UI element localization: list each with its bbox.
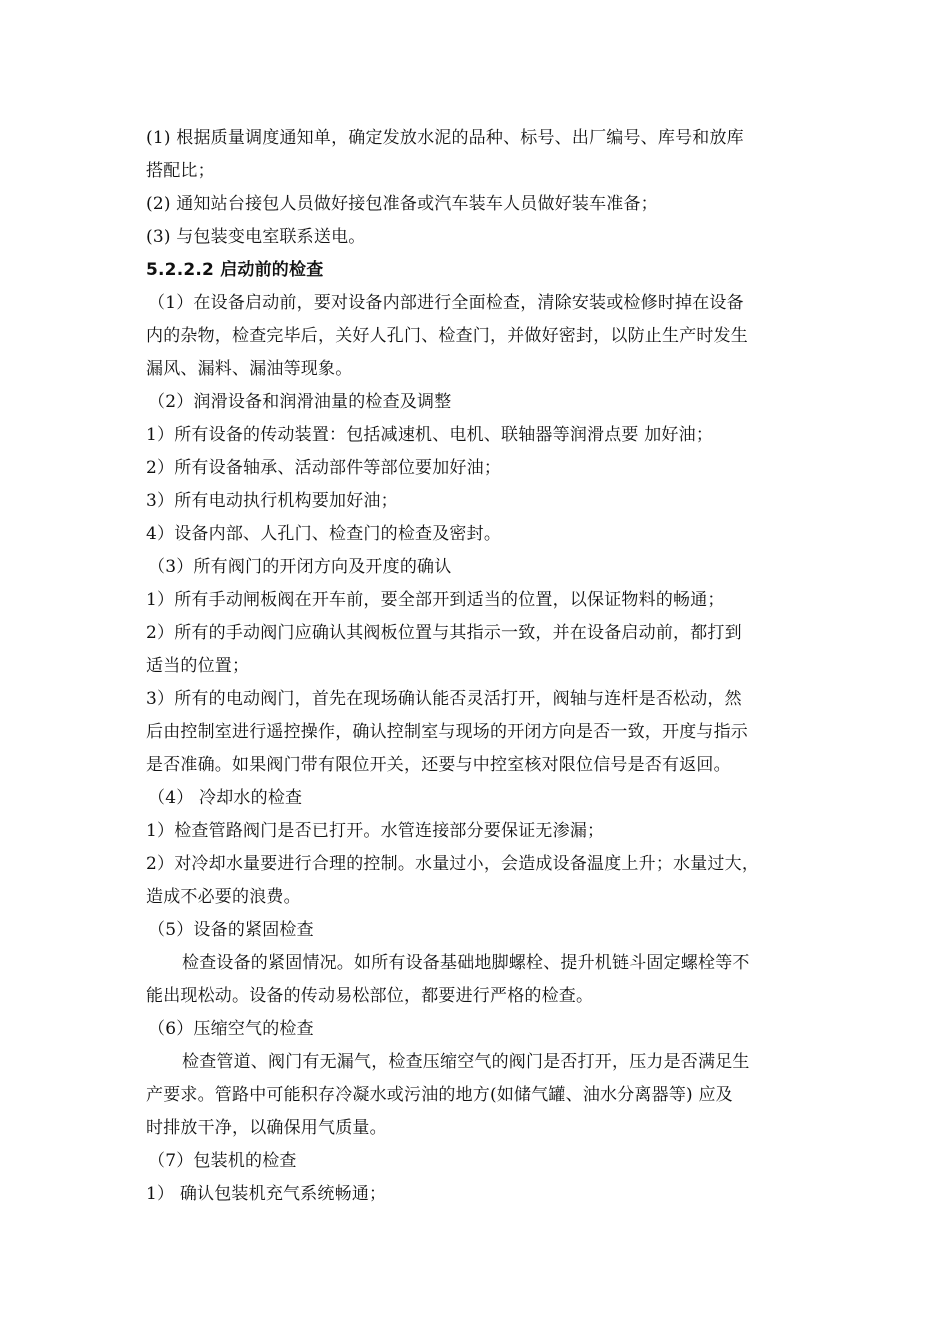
text-line: 1）检查管路阀门是否已打开。水管连接部分要保证无渗漏； bbox=[146, 821, 605, 841]
text-line: (3) 与包装变电室联系送电。 bbox=[146, 227, 366, 247]
text-line: 1） 确认包装机充气系统畅通； bbox=[146, 1184, 387, 1204]
document-page bbox=[146, 122, 818, 1211]
text-line: 3）所有的电动阀门，首先在现场确认能否灵活打开，阀轴与连杆是否松动，然 bbox=[146, 689, 742, 709]
text-line: 2）所有设备轴承、活动部件等部位要加好油； bbox=[146, 458, 502, 478]
text-line: 漏风、漏料、漏油等现象。 bbox=[146, 359, 353, 379]
text-line: 1）所有手动闸板阀在开车前，要全部开到适当的位置，以保证物料的畅通； bbox=[146, 590, 725, 610]
text-line: 能出现松动。设备的传动易松部位，都要进行严格的检查。 bbox=[146, 986, 594, 1006]
text-line: (2) 通知站台接包人员做好接包准备或汽车装车人员做好装车准备； bbox=[146, 194, 658, 214]
text-line: （7）包装机的检查 bbox=[148, 1151, 297, 1171]
text-line: 2）所有的手动阀门应确认其阀板位置与其指示一致，并在设备启动前，都打到 bbox=[146, 623, 742, 643]
text-line: （5）设备的紧固检查 bbox=[148, 920, 314, 940]
text-line: 检查管道、阀门有无漏气，检查压缩空气的阀门是否打开，压力是否满足生 bbox=[182, 1052, 750, 1072]
text-line: 2）对冷却水量要进行合理的控制。水量过小，会造成设备温度上升；水量过大， bbox=[146, 854, 760, 874]
text-line: (1) 根据质量调度通知单，确定发放水泥的品种、标号、出厂编号、库号和放库 bbox=[146, 128, 744, 148]
text-line: 搭配比； bbox=[146, 161, 215, 181]
text-line: （2）润滑设备和润滑油量的检查及调整 bbox=[148, 392, 452, 412]
text-line: 3）所有电动执行机构要加好油； bbox=[146, 491, 398, 511]
text-line: （4） 冷却水的检查 bbox=[148, 788, 303, 808]
section-heading: 5.2.2.2 启动前的检查 bbox=[146, 260, 324, 280]
text-line: 后由控制室进行遥控操作，确认控制室与现场的开闭方向是否一致，开度与指示 bbox=[146, 722, 748, 742]
text-line: 产要求。管路中可能积存冷凝水或污油的地方(如储气罐、油水分离器等) 应及 bbox=[146, 1085, 733, 1105]
text-line: 检查设备的紧固情况。如所有设备基础地脚螺栓、提升机链斗固定螺栓等不 bbox=[182, 953, 750, 973]
text-line: （3）所有阀门的开闭方向及开度的确认 bbox=[148, 557, 452, 577]
text-line: 时排放干净，以确保用气质量。 bbox=[146, 1118, 387, 1138]
text-line: 1）所有设备的传动装置：包括减速机、电机、联轴器等润滑点要 加好油； bbox=[146, 425, 714, 445]
text-line: （6）压缩空气的检查 bbox=[148, 1019, 314, 1039]
text-line: 内的杂物，检查完毕后，关好人孔门、检查门，并做好密封，以防止生产时发生 bbox=[146, 326, 748, 346]
text-line: 4）设备内部、人孔门、检查门的检查及密封。 bbox=[146, 524, 502, 544]
text-line: 是否准确。如果阀门带有限位开关，还要与中控室核对限位信号是否有返回。 bbox=[146, 755, 731, 775]
text-line: 适当的位置； bbox=[146, 656, 250, 676]
text-line: （1）在设备启动前，要对设备内部进行全面检查，清除安装或检修时掉在设备 bbox=[148, 293, 744, 313]
text-line: 造成不必要的浪费。 bbox=[146, 887, 301, 907]
